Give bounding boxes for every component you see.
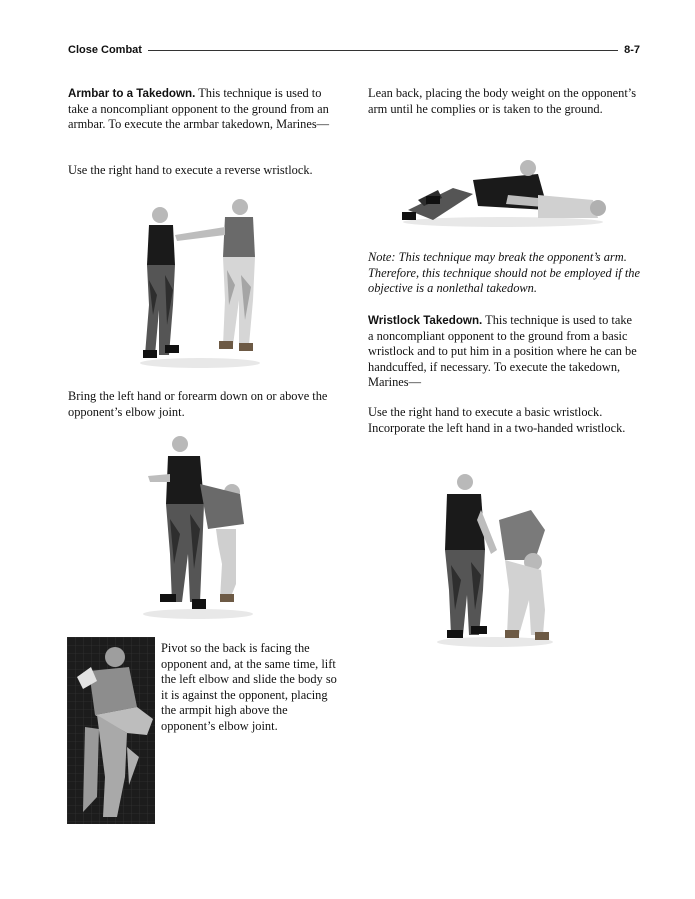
photo-reverse-wristlock [135,195,265,370]
armbar-step-3: Pivot so the back is facing the opponent and, at the same time, lift the left elbow and slide the body so it is against the opponent, placing the armpit high above the opponent’s elbow joint. [161,641,337,733]
armbar-heading: Armbar to a Takedown. [68,87,196,100]
armbar-intro-paragraph [68,86,338,133]
wristlock-step-1: Use the right hand to execute a basic wristlock. Incorporate the left hand in a two-handed wristlock. [368,405,626,435]
chapter-title: Close Combat [68,44,142,56]
header-rule [148,50,618,51]
wristlock-heading: Wristlock Takedown. [368,314,483,327]
photo-forearm-on-elbow [140,434,255,620]
photo-lean-back-takedown [398,160,608,230]
armbar-intro-text: This technique is used to take a noncompliant opponent to the ground from an armbar. To execute the armbar takedown, Marines— [68,86,330,132]
page-header [68,42,640,58]
photo-two-handed-wristlock [435,470,555,648]
armbar-step-1: Use the right hand to execute a reverse wristlock. [68,163,313,177]
armbar-step-2: Bring the left hand or forearm down on or above the opponent’s elbow joint. [68,389,328,419]
armbar-step-4: Lean back, placing the body weight on the opponent’s arm until he complies or is taken to the ground. [368,86,637,116]
caution-note: Note: This technique may break the opponent’s arm. Therefore, this technique should not be employed if the objective is a nonlethal takedown. [368,250,640,296]
wristlock-intro-paragraph [368,313,640,391]
wristlock-intro-text: This technique is used to take a noncompliant opponent to the ground from a basic wristlock and to put him in a position where he can be handcuffed, if necessary. To execute the takedown, Marines— [368,313,637,390]
photo-pivot-back [67,637,155,824]
page-number: 8-7 [624,44,640,56]
